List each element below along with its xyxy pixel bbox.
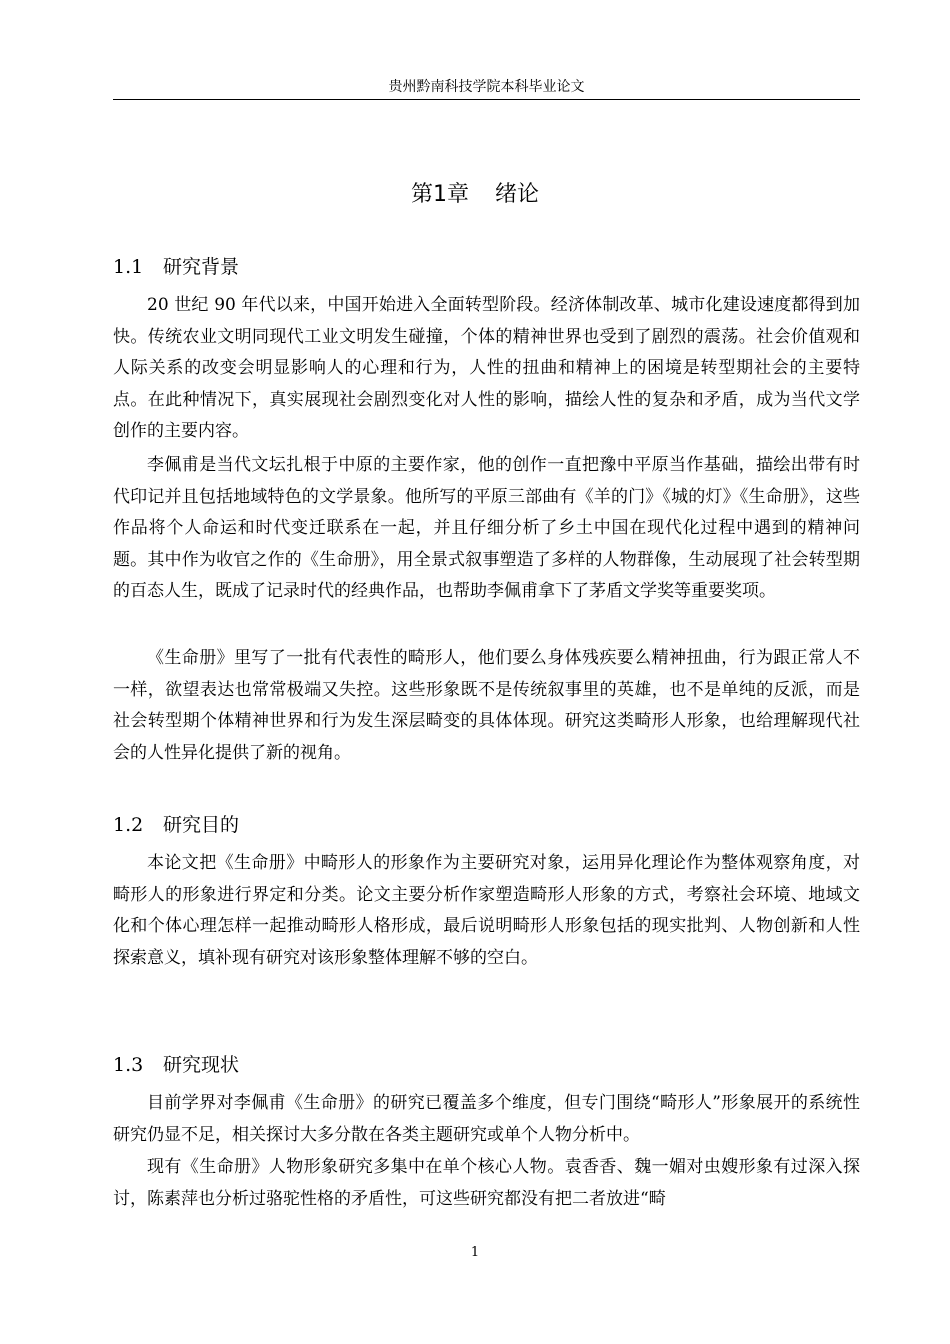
- section-heading: [113, 810, 239, 837]
- chapter-heading: [0, 177, 950, 208]
- paragraph: 目前学界对李佩甫《生命册》的研究已覆盖多个维度，但专门围绕“畸形人”形象展开的系统性研究仍显不足，相关探讨大多分散在各类主题研究或单个人物分析中。: [113, 1093, 860, 1145]
- section-number: 1.1: [113, 256, 144, 278]
- paragraph: 本论文把《生命册》中畸形人的形象作为主要研究对象，运用异化理论作为整体观察角度，对畸形人的形象进行界定和分类。论文主要分析作家塑造畸形人形象的方式，考察社会环境、地域文化和个体心理怎样一起推动畸形人格形成，最后说明畸形人形象包括的现实批判、人物创新和人性探索意义，填补现有研究对该形象整体理解不够的空白。: [113, 853, 860, 968]
- section-title: 研究现状: [163, 1054, 240, 1076]
- section-title: 研究目的: [163, 814, 240, 836]
- running-header: 贵州黔南科技学院本科毕业论文: [388, 79, 585, 95]
- chapter-title: 绪论: [494, 182, 539, 207]
- section-heading: [113, 252, 239, 279]
- section-number: 1.2: [113, 814, 144, 836]
- paragraph: 《生命册》里写了一批有代表性的畸形人，他们要么身体残疾要么精神扭曲，行为跟正常人不一样，欲望表达也常常极端又失控。这些形象既不是传统叙事里的英雄，也不是单纯的反派，而是社会转型期个体精神世界和行为发生深层畸变的具体体现。研究这类畸形人形象，也给理解现代社会的人性异化提供了新的视角。: [113, 648, 860, 763]
- chapter-number: 第1章: [410, 182, 469, 207]
- section-title: 研究背景: [163, 256, 240, 278]
- paragraph: 20 世纪 90 年代以来，中国开始进入全面转型阶段。经济体制改革、城市化建设速度都得到加快。传统农业文明同现代工业文明发生碰撞，个体的精神世界也受到了剧烈的震荡。社会价值观和人际关系的改变会明显影响人的心理和行为，人性的扭曲和精神上的困境是转型期社会的主要特点。在此种情况下，真实展现社会剧烈变化对人性的影响，描绘人性的复杂和矛盾，成为当代文学创作的主要内容。: [113, 295, 860, 441]
- paragraph: 现有《生命册》人物形象研究多集中在单个核心人物。袁香香、魏一媚对虫嫂形象有过深入探讨，陈素萍也分析过骆驼性格的矛盾性，可这些研究都没有把二者放进“畸: [113, 1157, 860, 1209]
- section-number: 1.3: [113, 1054, 144, 1076]
- paragraph: 李佩甫是当代文坛扎根于中原的主要作家，他的创作一直把豫中平原当作基础，描绘出带有时代印记并且包括地域特色的文学景象。他所写的平原三部曲有《羊的门》《城的灯》《生命册》，这些作品将个人命运和时代变迁联系在一起，并且仔细分析了乡土中国在现代化过程中遇到的精神问题。其中作为收官之作的《生命册》，用全景式叙事塑造了多样的人物群像，生动展现了社会转型期的百态人生，既成了记录时代的经典作品，也帮助李佩甫拿下了茅盾文学奖等重要奖项。: [113, 455, 860, 601]
- section-heading: [113, 1050, 239, 1077]
- page-number: 1: [470, 1245, 480, 1260]
- header-rule: [113, 99, 860, 100]
